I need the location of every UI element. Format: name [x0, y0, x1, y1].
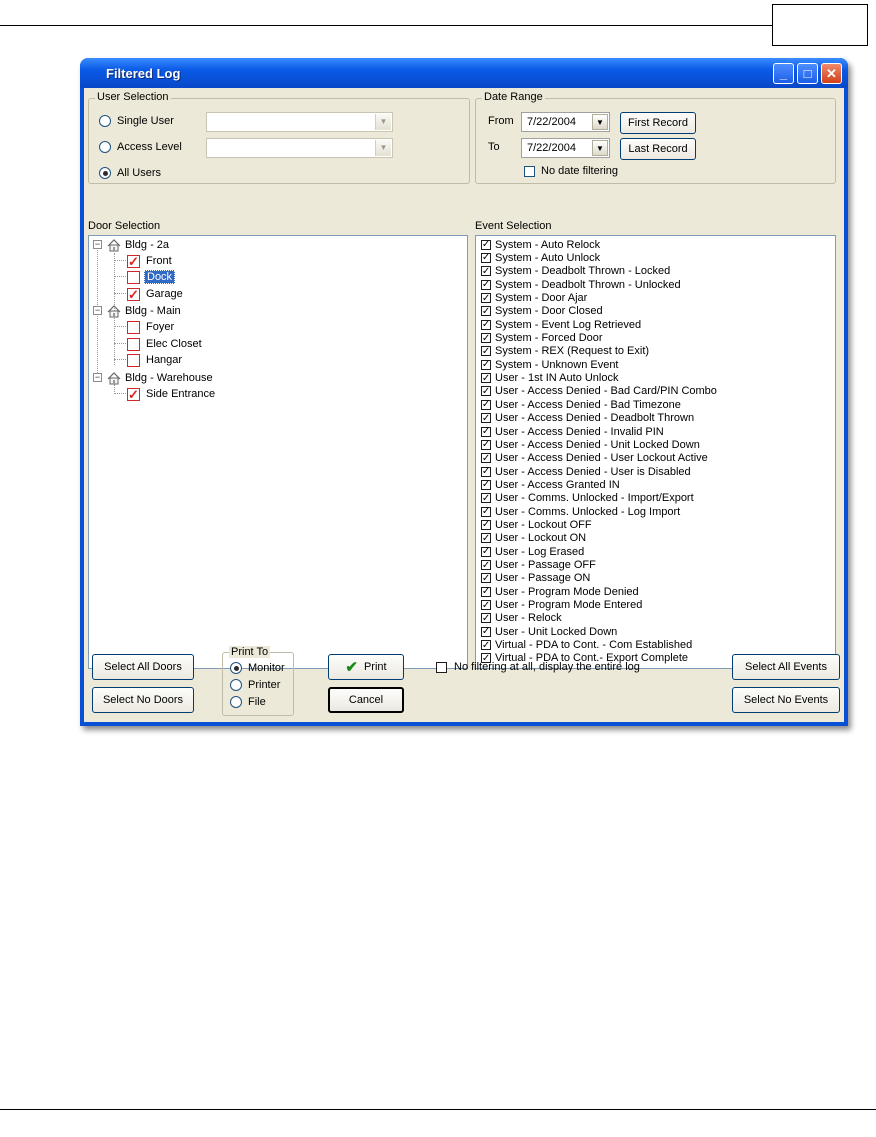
date-range-group [475, 91, 836, 184]
tree-door-item[interactable] [127, 269, 175, 285]
checkbox-icon[interactable]: ✓ [481, 466, 491, 478]
checkbox-icon[interactable]: ✓ [481, 359, 491, 371]
event-label: User - Relock [495, 612, 562, 625]
radio-icon [230, 662, 242, 674]
event-label: User - Program Mode Denied [495, 585, 639, 598]
file-label: File [248, 696, 266, 708]
checkbox-icon[interactable] [127, 388, 140, 401]
single-user-label: Single User [117, 115, 174, 127]
no-date-filtering-checkbox[interactable] [524, 165, 618, 177]
minimize-icon[interactable]: _ [773, 63, 794, 84]
event-item[interactable] [481, 345, 649, 358]
user-selection-group [88, 91, 470, 184]
monitor-label: Monitor [248, 662, 285, 674]
checkbox-icon[interactable] [127, 255, 140, 268]
door-label: Garage [146, 288, 183, 300]
building-icon [107, 239, 121, 252]
building-icon [107, 305, 121, 318]
event-item[interactable] [481, 305, 603, 318]
checkbox-icon[interactable]: ✓ [481, 265, 491, 277]
event-label: User - Access Denied - Bad Timezone [495, 398, 681, 411]
collapse-icon[interactable]: − [94, 305, 101, 315]
print-to-group [222, 646, 294, 716]
single-user-radio[interactable] [99, 115, 174, 127]
checkbox-icon[interactable]: ✓ [481, 612, 491, 624]
event-label: User - Access Denied - Bad Card/PIN Combo [495, 385, 717, 398]
event-label: User - 1st IN Auto Unlock [495, 372, 619, 385]
building-label: Bldg - Main [125, 305, 181, 317]
single-user-dropdown[interactable] [206, 112, 393, 132]
tree-door-item[interactable] [127, 253, 172, 269]
event-item[interactable] [481, 625, 617, 638]
tree-door-item[interactable] [127, 386, 215, 402]
checkbox-icon[interactable]: ✓ [481, 479, 491, 491]
checkbox-icon[interactable]: ✓ [481, 319, 491, 331]
page-header-rule [0, 25, 772, 26]
window-title: Filtered Log [106, 66, 181, 81]
building-label: Bldg - Warehouse [125, 372, 213, 384]
checkbox-icon[interactable]: ✓ [481, 652, 491, 664]
event-item[interactable] [481, 318, 641, 331]
event-item[interactable] [481, 478, 620, 491]
door-label: Dock [144, 270, 175, 284]
event-label: System - Door Closed [495, 305, 603, 318]
checkbox-icon[interactable]: ✓ [481, 546, 491, 558]
event-item[interactable] [481, 385, 717, 398]
tree-door-item[interactable] [127, 319, 174, 335]
event-selection-label: Event Selection [475, 220, 552, 232]
select-all-events-button[interactable]: Select All Events [732, 654, 840, 680]
all-users-radio[interactable] [99, 167, 161, 179]
chevron-down-icon: ▼ [375, 114, 391, 130]
door-label: Side Entrance [146, 388, 216, 400]
checkbox-icon[interactable]: ✓ [481, 332, 491, 344]
all-users-label: All Users [117, 167, 162, 179]
checkbox-icon[interactable]: ✓ [481, 532, 491, 544]
door-label: Elec Closet [146, 338, 202, 350]
checkbox-icon[interactable]: ✓ [481, 626, 491, 638]
event-label: Virtual - PDA to Cont. - Com Established [495, 639, 693, 652]
checkbox-icon[interactable]: ✓ [481, 426, 491, 438]
checkbox-icon[interactable] [127, 338, 140, 351]
checkbox-icon[interactable]: ✓ [481, 372, 491, 384]
event-item[interactable] [481, 398, 681, 411]
event-label: User - Lockout ON [495, 532, 587, 545]
collapse-icon[interactable]: − [94, 372, 101, 382]
tree-door-item[interactable] [127, 352, 182, 368]
event-label: System - REX (Request to Exit) [495, 345, 650, 358]
event-label: User - Passage OFF [495, 559, 596, 572]
user-selection-legend: User Selection [97, 91, 169, 103]
checkbox-icon[interactable]: ✓ [481, 586, 491, 598]
event-list[interactable] [475, 235, 836, 669]
cancel-button[interactable]: Cancel [328, 687, 404, 713]
checkbox-icon[interactable]: ✓ [481, 292, 491, 304]
checkbox-icon[interactable] [127, 321, 140, 334]
printer-label: Printer [248, 679, 281, 691]
event-label: User - Lockout OFF [495, 518, 592, 531]
radio-icon [99, 115, 111, 127]
print-printer-radio[interactable] [230, 679, 280, 691]
event-item[interactable] [481, 465, 691, 478]
checkbox-icon[interactable]: ✓ [481, 599, 491, 611]
tree-door-item[interactable] [127, 286, 183, 302]
event-item[interactable] [481, 492, 694, 505]
event-item[interactable] [481, 412, 694, 425]
checkmark-icon: ✔ [345, 659, 358, 676]
print-monitor-radio[interactable] [230, 662, 285, 674]
date-range-legend: Date Range [484, 91, 543, 103]
to-date-picker[interactable] [521, 138, 610, 158]
event-label: System - Deadbolt Thrown - Locked [495, 265, 671, 278]
from-date-picker[interactable] [521, 112, 610, 132]
tree-building-item[interactable] [107, 370, 213, 386]
checkbox-icon[interactable]: ✓ [481, 639, 491, 651]
checkbox-icon[interactable]: ✓ [481, 519, 491, 531]
event-label: System - Event Log Retrieved [495, 318, 642, 331]
checkbox-icon[interactable]: ✓ [481, 559, 491, 571]
radio-icon [99, 167, 111, 179]
print-to-legend: Print To [231, 646, 269, 658]
select-no-doors-button[interactable]: Select No Doors [92, 687, 194, 713]
checkbox-icon[interactable]: ✓ [481, 452, 491, 464]
select-all-doors-button[interactable]: Select All Doors [92, 654, 194, 680]
checkbox-icon[interactable] [127, 288, 140, 301]
event-item[interactable] [481, 598, 642, 611]
no-filtering-label: No filtering at all, display the entire log [454, 661, 640, 673]
checkbox-icon[interactable]: ✓ [481, 252, 491, 264]
event-label: System - Door Ajar [495, 292, 588, 305]
checkbox-icon[interactable] [127, 271, 140, 284]
access-level-radio[interactable] [99, 141, 182, 153]
event-label: System - Forced Door [495, 332, 603, 345]
checkbox-icon[interactable]: ✓ [481, 412, 491, 424]
event-item[interactable] [481, 505, 680, 518]
checkbox-icon[interactable]: ✓ [481, 239, 491, 251]
maximize-icon[interactable]: □ [797, 63, 818, 84]
checkbox-icon[interactable]: ✓ [481, 572, 491, 584]
from-label: From [488, 115, 514, 127]
event-item[interactable] [481, 452, 708, 465]
event-label: User - Access Denied - Unit Locked Down [495, 438, 700, 451]
print-button[interactable] [328, 654, 404, 680]
checkbox-icon[interactable] [127, 354, 140, 367]
event-label: User - Access Denied - Invalid PIN [495, 425, 664, 438]
radio-icon [99, 141, 111, 153]
first-record-button[interactable]: First Record [620, 112, 696, 134]
event-item[interactable] [481, 572, 590, 585]
event-label: System - Auto Unlock [495, 251, 601, 264]
event-label: System - Unknown Event [495, 358, 619, 371]
event-item[interactable] [481, 518, 592, 531]
event-item[interactable] [481, 291, 587, 304]
event-item[interactable] [481, 612, 562, 625]
event-label: User - Log Erased [495, 545, 585, 558]
event-item[interactable] [481, 639, 692, 652]
event-item[interactable] [481, 372, 619, 385]
event-label: User - Access Denied - Deadbolt Thrown [495, 412, 695, 425]
event-item[interactable] [481, 238, 600, 251]
print-button-label: Print [363, 661, 387, 673]
tree-building-item[interactable] [107, 303, 181, 319]
checkbox-icon [436, 662, 447, 673]
event-label: User - Comms. Unlocked - Log Import [495, 505, 681, 518]
checkbox-icon[interactable]: ✓ [481, 345, 491, 357]
event-item[interactable] [481, 358, 619, 371]
door-label: Hangar [146, 354, 183, 366]
building-label: Bldg - 2a [125, 239, 170, 251]
event-label: User - Program Mode Entered [495, 599, 643, 612]
door-label: Foyer [146, 321, 175, 333]
event-item[interactable] [481, 265, 670, 278]
event-label: User - Passage ON [495, 572, 591, 585]
select-no-events-button[interactable]: Select No Events [732, 687, 840, 713]
event-item[interactable] [481, 558, 596, 571]
page-number-box [772, 4, 868, 46]
event-label: User - Access Denied - User is Disabled [495, 465, 691, 478]
to-label: To [488, 141, 500, 153]
door-label: Front [146, 255, 172, 267]
access-level-dropdown[interactable] [206, 138, 393, 158]
filtered-log-window [80, 58, 848, 726]
collapse-icon[interactable]: − [94, 239, 101, 249]
event-label: User - Comms. Unlocked - Import/Export [495, 492, 694, 505]
event-item[interactable] [481, 532, 586, 545]
checkbox-icon[interactable]: ✓ [481, 279, 491, 291]
event-label: User - Access Granted IN [495, 478, 620, 491]
chevron-down-icon: ▼ [592, 114, 608, 130]
tree-building-item[interactable] [107, 237, 169, 253]
checkbox-icon[interactable]: ✓ [481, 399, 491, 411]
radio-icon [230, 696, 242, 708]
print-file-radio[interactable] [230, 696, 266, 708]
event-item[interactable] [481, 278, 681, 291]
event-item[interactable] [481, 251, 600, 264]
event-label: System - Deadbolt Thrown - Unlocked [495, 278, 681, 291]
event-item[interactable] [481, 438, 700, 451]
access-level-label: Access Level [117, 141, 182, 153]
event-item[interactable] [481, 585, 639, 598]
checkbox-icon[interactable]: ✓ [481, 506, 491, 518]
last-record-button[interactable]: Last Record [620, 138, 696, 160]
door-tree[interactable] [88, 235, 468, 669]
chevron-down-icon: ▼ [592, 140, 608, 156]
checkbox-icon[interactable]: ✓ [481, 439, 491, 451]
to-date-value: 7/22/2004 [527, 142, 576, 154]
close-icon[interactable]: ✕ [821, 63, 842, 84]
event-item[interactable] [481, 331, 603, 344]
checkbox-icon[interactable]: ✓ [481, 492, 491, 504]
tree-door-item[interactable] [127, 336, 202, 352]
checkbox-icon [524, 166, 535, 177]
no-filtering-checkbox[interactable] [436, 661, 640, 673]
from-date-value: 7/22/2004 [527, 116, 576, 128]
event-item[interactable] [481, 545, 584, 558]
chevron-down-icon: ▼ [375, 140, 391, 156]
checkbox-icon[interactable]: ✓ [481, 305, 491, 317]
event-label: User - Access Denied - User Lockout Active [495, 452, 708, 465]
checkbox-icon[interactable]: ✓ [481, 385, 491, 397]
event-label: System - Auto Relock [495, 238, 601, 251]
event-label: Virtual - PDA to Cont.- Export Complete [495, 652, 688, 665]
building-icon [107, 372, 121, 385]
event-item[interactable] [481, 425, 664, 438]
window-client-area [84, 88, 844, 722]
radio-icon [230, 679, 242, 691]
page-footer-rule [0, 1109, 876, 1110]
event-label: User - Unit Locked Down [495, 625, 618, 638]
no-date-filtering-label: No date filtering [541, 165, 619, 177]
title-bar[interactable] [80, 58, 848, 88]
door-selection-label: Door Selection [88, 220, 161, 232]
